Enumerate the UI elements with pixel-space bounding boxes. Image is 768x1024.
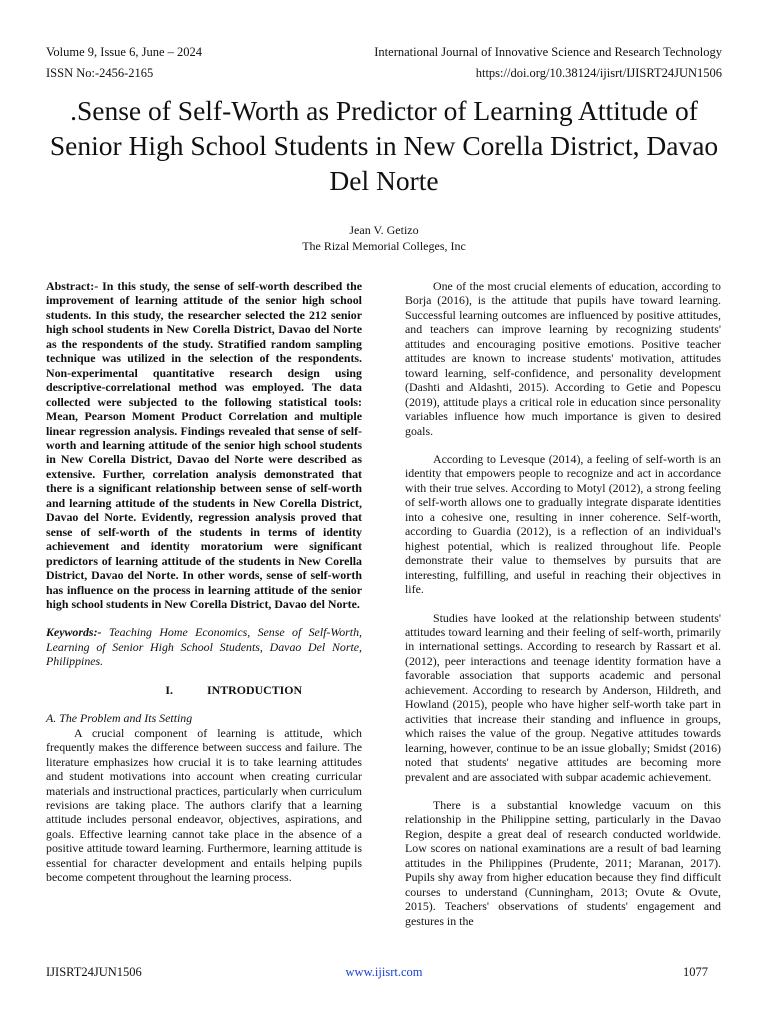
body-paragraph-2: According to Levesque (2014), a feeling of self-worth is an identity that empowers people to recognize and act in accordance with their true selves. According to Motyl (2012), a strong feeling of self-worth allows one to gradually integrate disparate identities into a cohesive one, resulting in inner coherence. Self-worth, according to Guardia (2012), is a reflection of an individual's highest potential, which is realized throughout life. People demonstrate their value to themselves by pursuits that are interesting, fulfilling, and useful in reaching their objectives in life. [405, 451, 721, 597]
abstract: Abstract:- In this study, the sense of self-worth described the improvement of learning attitude of the senior high school students. In this study, the researcher selected the 212 senior high school students in New Corella District, Davao del Norte as the respondents of the study. Stratified random sampling technique was utilized in the selection of the respondents. Non-experimental quantitative research design using descriptive-correlational method was employed. The data collected were subjected to the following statistical tools: Mean, Pearson Moment Product Correlation and multiple linear regression analysis. Findings revealed that sense of self-worth and learning attitude of the senior high school students in New Corella District, Davao del Norte were described as extensive. Further, correlation analysis demonstrated that there is a significant relationship between sense of self-worth and learning attitude of the students in New Corella District, Davao del Norte. Evidently, regression analysis proved that sense of self-worth of the students in terms of identity achievement and identity moratorium were significant predictors of learning attitude of the students in New Corella District, Davao del Norte. In other words, sense of self-worth has influence on the process in learning attitude of the senior high school students in New Corella District, Davao del Norte. [46, 279, 362, 611]
footer-website-link[interactable]: www.ijisrt.com [345, 965, 423, 979]
author-block [0, 222, 768, 254]
intro-paragraph: A crucial component of learning is attitude, which frequently makes the difference between success and failure. The literature emphasizes how crucial it is to take learning attitudes and student motivations into account when creating curricular materials and instructional practices, particularly when curriculum revisions are taking place. The authors clarify that a learning attitude includes personal endeavor, objectives, aspirations, and goals. Effective learning cannot take place in the absence of a positive attitude toward learning. Furthermore, learning attitude is essential for character development and entails helping pupils become competent throughout the learning process. [46, 725, 362, 885]
author-name: Jean V. Getizo [349, 223, 419, 237]
paper-title: .Sense of Self-Worth as Predictor of Learning Attitude of Senior High School Students in New Corella District, Davao Del Norte [49, 95, 719, 196]
journal-name: International Journal of Innovative Science and Research Technology [374, 45, 722, 59]
section-title: INTRODUCTION [207, 682, 303, 697]
body-paragraph-4: There is a substantial knowledge vacuum on this relationship in the Philippine setting, particularly in the Davao Region, despite a great deal of research conducted worldwide. Low scores on national examinations are a result of bad learning attitudes in the Philippines (Prudente, 2011; Maranan, 2017). Pupils shy away from higher education because they find difficult courses to understand (Cunningham, 2013; Ovute & Ovute, 2015). Teachers' observations of students' engagement and gestures in the [405, 797, 721, 928]
keywords-label: Keywords:- [46, 625, 102, 640]
section-number: I. [165, 682, 173, 697]
author-affiliation: The Rizal Memorial Colleges, Inc [302, 239, 466, 253]
doi-link[interactable]: https://doi.org/10.38124/ijisrt/IJISRT24JUN1506 [475, 66, 722, 80]
footer-code: IJISRT24JUN1506 [46, 965, 142, 979]
keywords-text: Teaching Home Economics, Sense of Self-Worth, Learning of Senior High School Students, Davao Del Norte, Philippines. [46, 625, 362, 669]
body-paragraph-1: One of the most crucial elements of education, according to Borja (2016), is the attitude that pupils have toward learning. Successful learning outcomes are influenced by positive attitudes, and teachers can improve learning by recognizing students' attitudes and encouraging positive emotions. Positive teacher attitudes are known to increase students' motivation, attitudes toward learning, self-confidence, and personality development (Dashti and Aldashti, 2015). According to Getie and Popescu (2019), attitude plays a critical role in education since personality variables influence how much importance is given to desired goals. [405, 279, 721, 438]
right-column [405, 279, 721, 928]
body-paragraph-3: Studies have looked at the relationship between students' attitudes toward learning and their feeling of self-worth, primarily in international settings. According to research by Rassart et al. (2012), peer interactions and teenage identity formation have a favorable association that supports academic and personal achievement. According to research by Anderson, Hildreth, and Howland (2015), people who have higher self-worth take part in activities that increase their standing and influence in groups, which raises the value of the group. Negative attitudes towards learning, however, continue to be an issue globally; Smidst (2016) noted that students' negative attitudes are becoming more prevalent and are associated with subpar academic achievement. [405, 610, 721, 784]
page-number: 1077 [683, 965, 708, 979]
left-column [46, 279, 362, 885]
volume-info: Volume 9, Issue 6, June – 2024 [46, 45, 203, 59]
issn: ISSN No:-2456-2165 [46, 66, 154, 80]
subsection-heading: A. The Problem and Its Setting [46, 711, 193, 726]
keywords [46, 625, 362, 668]
section-heading [46, 683, 362, 697]
